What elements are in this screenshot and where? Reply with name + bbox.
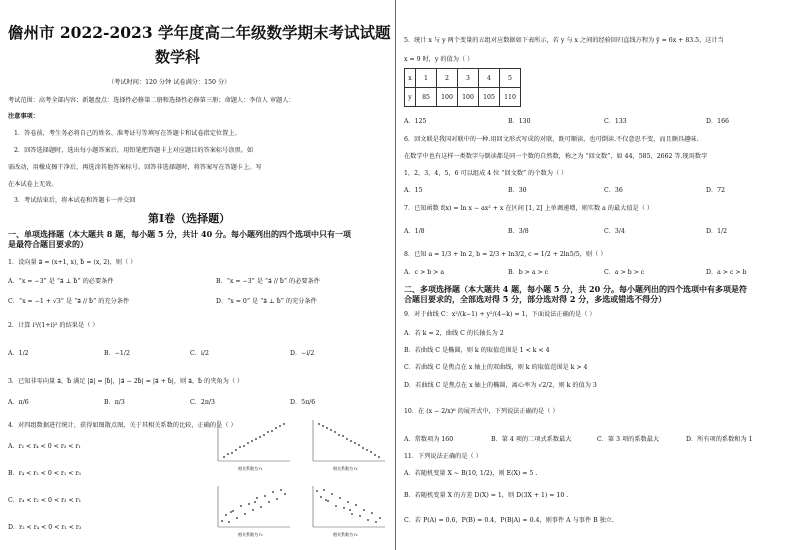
- scatter-plots-figure: [210, 416, 390, 544]
- attention-5: 3．考试结束后，将本试卷和答题卡一并交回: [14, 197, 136, 204]
- scatter-r1-label: 相关系数为 r₁: [238, 466, 263, 471]
- q10-option-d: D．所有项的系数和为 1: [686, 436, 753, 443]
- q4-option-b: B．r₄ < r₂ < 0 < r₁ < r₃: [8, 470, 81, 477]
- table-cell: 100: [458, 88, 479, 107]
- q5-option-d: D．166: [706, 118, 729, 125]
- q11: 11．下列说法正确的是（ ）: [404, 453, 482, 460]
- table-row: [405, 88, 521, 107]
- scatter-r4-svg: [305, 482, 390, 538]
- q7: 7．已知函数 f(x) = ln x − ax² + x 在区间 [1, 2] 上单调递增，则实数 a 的最大值是（ ）: [404, 205, 654, 212]
- exam-info: （考试时间：120 分钟 试卷满分：150 分）: [108, 79, 231, 86]
- q4: 4．对四组数据进行统计，获得如图散点图，关于其相关系数的比较，正确的是（ ）: [8, 422, 237, 429]
- scatter-r4-label: 相关系数为 r₄: [333, 532, 358, 537]
- section1-cont: 是最符合题目要求的）: [8, 239, 88, 249]
- attention-4: 在本试卷上无效。: [8, 181, 58, 188]
- q9-option-d: D．若曲线 C 是焦点在 x 轴上的椭圆，离心率为 √2/2，则 k 的值为 3: [404, 382, 597, 389]
- table-cell: 2: [437, 69, 458, 88]
- q8-option-d: D．a > c > b: [706, 269, 747, 276]
- q7-option-a: A．1/8: [404, 228, 425, 235]
- attention-2: 2．回答选择题时，选出每小题答案后，用铅笔把答题卡上对应题目的答案标号涂黑。如: [14, 147, 254, 154]
- q9: 9．对于曲线 C：x²/(k−1) + y²/(4−k) = 1，下面说法正确的是（ ）: [404, 311, 596, 318]
- q6-option-b: B．30: [508, 187, 527, 194]
- part1-title: 第Ⅰ卷（选择题）: [148, 212, 231, 225]
- q6-option-d: D．72: [706, 187, 726, 194]
- q5-cont: x = 9 时，y 的值为（ ）: [404, 56, 474, 63]
- q7-option-b: B．3/8: [508, 228, 529, 235]
- q8-option-b: B．b > a > c: [508, 269, 549, 276]
- attention-3: 需改动，用橡皮擦干净后，再选涂其他答案标号。回答非选择题时，将答案写在答题卡上。写: [8, 164, 262, 171]
- q8-option-a: A．c > b > a: [404, 269, 445, 276]
- section2-cont: 合题目要求的，全部选对得 5 分，部分选对得 2 分，多选或错选不得分）: [404, 294, 667, 304]
- section2-title: 二、多项选择题（本大题共 4 题，每小题 5 分，共 20 分。每小题列出的四个选项中有多项是符: [404, 284, 747, 294]
- q2-option-d: D．−i/2: [290, 350, 315, 357]
- table-cell: 3: [458, 69, 479, 88]
- table-cell: 5: [500, 69, 521, 88]
- q7-option-c: C．3/4: [604, 228, 625, 235]
- q4-option-c: C．r₄ < r₂ < 0 < r₃ < r₁: [8, 497, 82, 504]
- q3: 3．已知非零向量 a⃗，b⃗ 满足 |a⃗| = |b⃗|，|a⃗ − 2b⃗| = |a⃗ + b⃗|，则 a⃗，b⃗ 的夹角为（ ）: [8, 378, 244, 385]
- q8: 8．已知 a = 1/3 + ln 2, b = 2/3 + ln3/2, c = 1/2 + 2ln5/5，则（ ）: [404, 251, 607, 258]
- attention-1: 1．答卷前，考生务必将自己的姓名、准考证号等填写在答题卡和试卷指定位置上。: [14, 130, 241, 137]
- scatter-r1-svg: [210, 416, 295, 472]
- q9-option-c: C．若曲线 C 是焦点在 x 轴上的双曲线，则 k 的取值范围是 k > 4: [404, 364, 588, 371]
- page-title: 儋州市 2022-2023 学年度高二年级数学期末考试试题: [8, 23, 391, 42]
- q5-option-c: C．133: [604, 118, 627, 125]
- q1-option-a: A．“x = −3” 是 “a⃗ ⊥ b⃗” 的必要条件: [8, 278, 114, 285]
- scatter-r1: [210, 416, 295, 472]
- q5-option-a: A．125: [404, 118, 427, 125]
- table-cell: 4: [479, 69, 500, 88]
- table-cell: 1: [416, 69, 437, 88]
- table-cell: 100: [437, 88, 458, 107]
- q3-option-b: B．π/3: [104, 399, 125, 406]
- q2-option-b: B．−1/2: [104, 350, 130, 357]
- scatter-r3-label: 相关系数为 r₃: [238, 532, 263, 537]
- q3-option-a: A．π/6: [8, 399, 29, 406]
- q10-option-b: B．第 4 项的二项式系数最大: [491, 436, 572, 443]
- left-column: [0, 0, 395, 550]
- q3-option-c: C．2π/3: [190, 399, 215, 406]
- table-row: [405, 69, 521, 88]
- q10-option-a: A．常数项为 160: [404, 436, 454, 443]
- q6-option-a: A．15: [404, 187, 423, 194]
- table-row-header: y: [405, 88, 416, 107]
- q8-option-c: C．a > b > c: [604, 269, 645, 276]
- q11-option-b: B．若随机变量 X 的方差 D(X) = 1，则 D(3X + 1) = 10 .: [404, 492, 569, 499]
- table-cell: 110: [500, 88, 521, 107]
- scatter-r2-label: 相关系数为 r₂: [333, 466, 358, 471]
- q2-option-c: C．i/2: [190, 350, 209, 357]
- page-divider: [395, 0, 396, 550]
- scatter-r2-svg: [305, 416, 390, 472]
- q10-option-c: C．第 3 项的系数最大: [597, 436, 660, 443]
- q1-option-b: B．“x = −3” 是 “a⃗ // b⃗” 的必要条件: [216, 278, 320, 285]
- table-row-header: x: [405, 69, 416, 88]
- q3-option-d: D．5π/6: [290, 399, 316, 406]
- q6-cont: 在数学中也有这样一类数字与倒读都是同一个数的自然数，称之为 “回文数”，如 44，585，2662 等.现用数字: [404, 153, 708, 160]
- q1: 1．设向量 a⃗ = (x+1, x), b⃗ = (x, 2)，则（ ）: [8, 259, 137, 266]
- q11-option-a: A．若随机变量 X ~ B(10, 1/2)，则 E(X) = 5 .: [404, 470, 538, 477]
- table-cell: 85: [416, 88, 437, 107]
- q5: 5．统计 x 与 y 两个变量的五组对应数据如下表所示，若 y 与 x 之间的经验回归直线方程为 ŷ = 6x + 83.5，这计当: [404, 37, 724, 44]
- scatter-r4: [305, 482, 390, 538]
- attention-title: 注意事项：: [8, 113, 39, 120]
- q6: 6．回文联是我国对联中的一种.用回文形式写成的对联，既可顺读，也可倒读.不仅意思不变，而且颇具趣味.: [404, 136, 699, 143]
- q2: 2．计算 i³/(1+i)² 的结果是（ ）: [8, 322, 99, 329]
- q2-option-a: A．1/2: [8, 350, 29, 357]
- notice: 考试范围：高考全部内容；新题盘点：选择性必修第二册和选择性必修第三册；命题人：李信人 审题人：: [8, 97, 295, 104]
- scatter-r3-svg: [210, 482, 295, 538]
- data-table: [404, 68, 521, 107]
- section1-title: 一、单项选择题（本大题共 8 题，每小题 5 分，共计 40 分。每小题列出的四个选项中只有一项: [8, 229, 351, 239]
- q11-option-c: C．若 P(A) = 0.6，P(B) = 0.4，P(B|A) = 0.4，则事件 A 与事件 B 独立.: [404, 517, 614, 524]
- q4-option-d: D．r₂ < r₄ < 0 < r₁ < r₃: [8, 524, 82, 531]
- q6-option-c: C．36: [604, 187, 623, 194]
- q6-cont2: 1，2，3，4，5，6 可以组成 4 位 “回文数” 的个数为（ ）: [404, 170, 568, 177]
- scatter-r2: [305, 416, 390, 472]
- q10: 10．在 (x − 2/x)⁶ 的展开式中，下列说法正确的是（ ）: [404, 408, 559, 415]
- q7-option-d: D．1/2: [706, 228, 728, 235]
- q1-option-d: D．“x = 0” 是 “a⃗ ⊥ b⃗” 的充分条件: [216, 298, 317, 305]
- q1-option-c: C．“x = −1 + √3” 是 “a⃗ // b⃗” 的充分条件: [8, 298, 130, 305]
- subject-title: 数学科: [155, 48, 201, 66]
- q5-option-b: B．130: [508, 118, 531, 125]
- q9-option-a: A．若 k = 2，曲线 C 的长轴长为 2: [404, 330, 504, 337]
- table-cell: 105: [479, 88, 500, 107]
- q4-option-a: A．r₂ < r₄ < 0 < r₃ < r₁: [8, 443, 81, 450]
- scatter-r3: [210, 482, 295, 538]
- q9-option-b: B．若曲线 C 是椭圆，则 k 的取值范围是 1 < k < 4: [404, 347, 550, 354]
